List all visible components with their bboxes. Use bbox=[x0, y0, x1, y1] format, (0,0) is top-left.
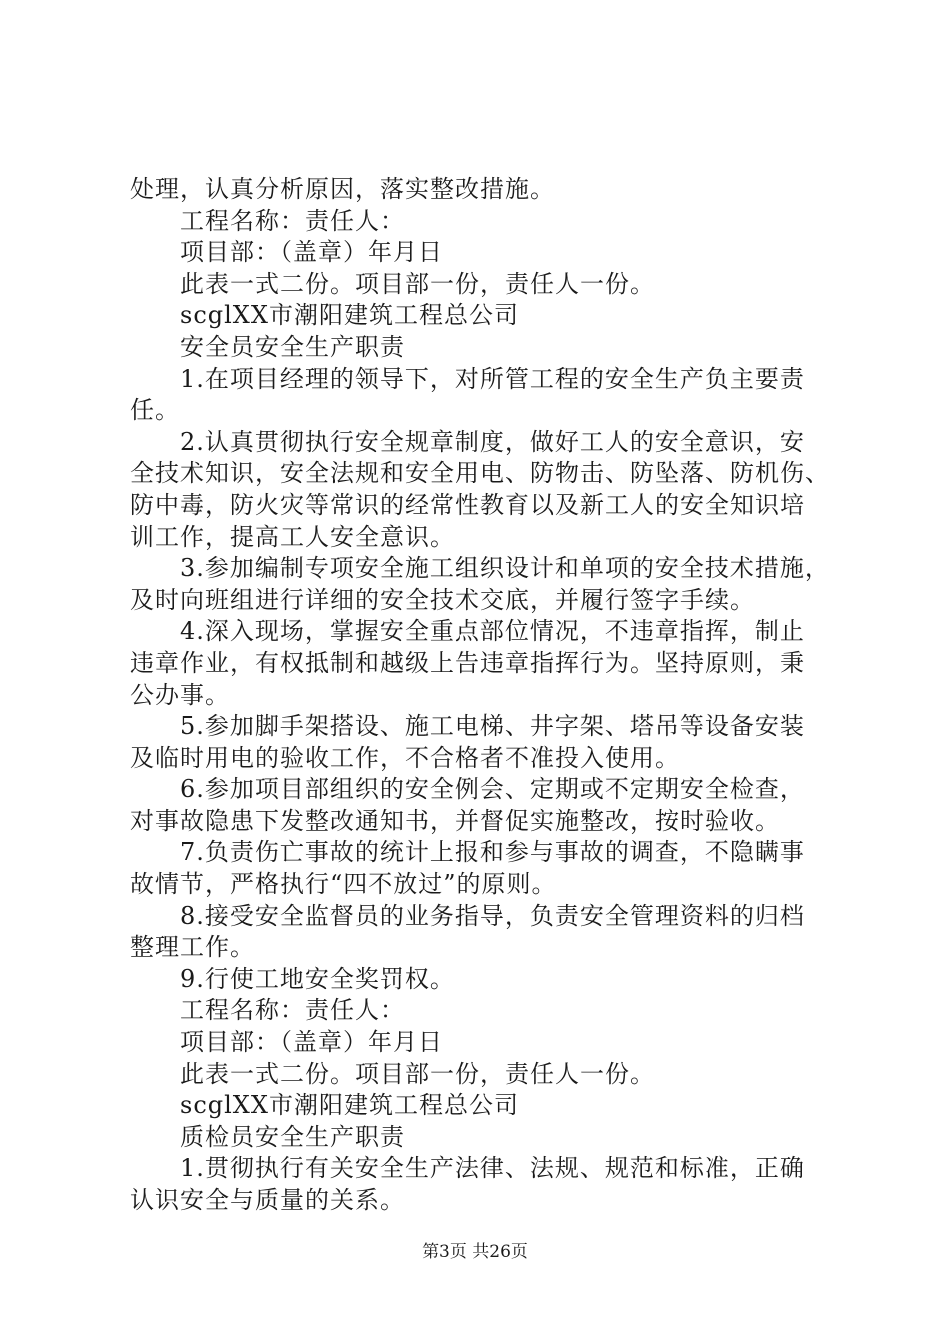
document-line: 防中毒，防火灾等常识的经常性教育以及新工人的安全知识培 bbox=[130, 490, 805, 519]
document-line: 整理工作。 bbox=[130, 933, 255, 962]
document-line: 此表一式二份。项目部一份，责任人一份。 bbox=[180, 1059, 655, 1088]
document-line: 5.参加脚手架搭设、施工电梯、井字架、塔吊等设备安装 bbox=[180, 712, 805, 741]
document-line: 2.认真贯彻执行安全规章制度，做好工人的安全意识，安 bbox=[180, 427, 805, 456]
document-line: 工程名称：责任人： bbox=[180, 996, 405, 1025]
document-line: 违章作业，有权抵制和越级上告违章指挥行为。坚持原则，秉 bbox=[130, 648, 805, 677]
document-line: 1.在项目经理的领导下，对所管工程的安全生产负主要责 bbox=[180, 364, 805, 393]
document-line: 对事故隐患下发整改通知书，并督促实施整改，按时验收。 bbox=[130, 806, 780, 835]
document-line: 及时向班组进行详细的安全技术交底，并履行签字手续。 bbox=[130, 585, 755, 614]
document-line: 9.行使工地安全奖罚权。 bbox=[180, 964, 455, 993]
document-line: 处理，认真分析原因，落实整改措施。 bbox=[130, 175, 555, 203]
document-line: 故情节，严格执行“四不放过”的原则。 bbox=[130, 870, 557, 899]
document-line: 7.负责伤亡事故的统计上报和参与事故的调查，不隐瞒事 bbox=[180, 838, 805, 867]
document-line: 此表一式二份。项目部一份，责任人一份。 bbox=[180, 269, 655, 298]
document-line: scglXX市潮阳建筑工程总公司 bbox=[180, 1091, 519, 1120]
document-body bbox=[130, 174, 835, 1217]
document-line: 4.深入现场，掌握安全重点部位情况，不违章指挥，制止 bbox=[180, 617, 805, 646]
document-line: 安全员安全生产职责 bbox=[180, 332, 405, 361]
document-line: 1.贯彻执行有关安全生产法律、法规、规范和标准，正确 bbox=[180, 1154, 805, 1183]
document-line: scglXX市潮阳建筑工程总公司 bbox=[180, 301, 519, 330]
document-line: 8.接受安全监督员的业务指导，负责安全管理资料的归档 bbox=[180, 901, 805, 930]
page-number-footer: 第3页 共26页 bbox=[422, 1242, 528, 1262]
document-line: 及临时用电的验收工作，不合格者不准投入使用。 bbox=[130, 743, 680, 772]
document-line: 3.参加编制专项安全施工组织设计和单项的安全技术措施， bbox=[180, 554, 830, 583]
document-line: 项目部：（盖章）年月日 bbox=[180, 238, 443, 267]
document-line: 全技术知识，安全法规和安全用电、防物击、防坠落、防机伤、 bbox=[130, 459, 830, 488]
document-line: 认识安全与质量的关系。 bbox=[130, 1186, 405, 1214]
document-line: 工程名称：责任人： bbox=[180, 206, 405, 235]
document-line: 质检员安全生产职责 bbox=[180, 1122, 405, 1151]
document-line: 任。 bbox=[130, 396, 180, 425]
document-line: 项目部：（盖章）年月日 bbox=[180, 1028, 443, 1057]
document-line: 公办事。 bbox=[130, 680, 230, 709]
document-line: 训工作，提高工人安全意识。 bbox=[130, 522, 455, 551]
document-line: 6.参加项目部组织的安全例会、定期或不定期安全检查， bbox=[180, 775, 805, 804]
